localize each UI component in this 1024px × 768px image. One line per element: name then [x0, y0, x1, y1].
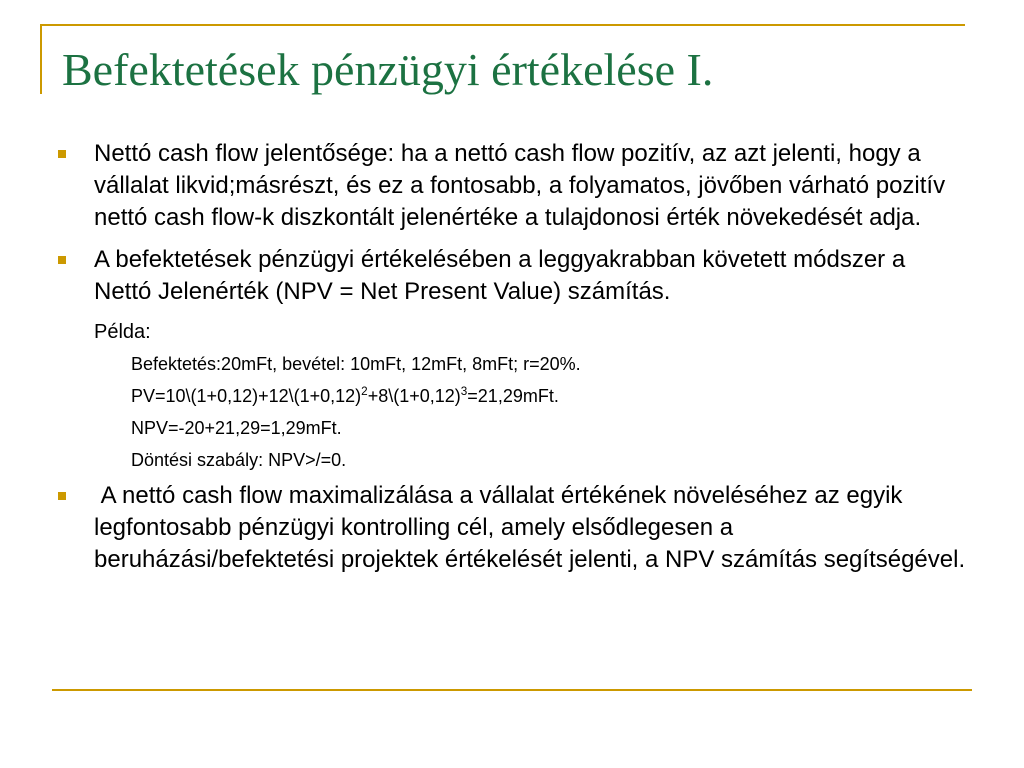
- example-investment: Befektetés:20mFt, bevétel: 10mFt, 12mFt, 8mFt; r=20%.: [131, 354, 581, 374]
- bullet-text: A nettó cash flow maximalizálása a vállalat értékének növeléséhez az egyik legfontosabb pénzügyi kontrolling cél, amely elsődlegesen a beruházási/befektetési projektek értékelését jelenti, a NPV számítás segítségével.: [94, 482, 966, 573]
- bottom-divider: [52, 689, 972, 691]
- decision-rule: Döntési szabály: NPV>/=0.: [131, 450, 347, 470]
- bullet-item: [56, 138, 966, 234]
- square-bullet-icon: [58, 150, 66, 158]
- slide-title: Befektetések pénzügyi értékelése I.: [62, 44, 714, 95]
- bullet-item: [56, 244, 966, 308]
- bullet-text: Nettó cash flow jelentősége: ha a nettó cash flow pozitív, az azt jelenti, hogy a vállalat likvid;másrészt, és ez a fontosabb, a folyamatos, jövőben várható pozitív nettó cash flow-k diszkontált jelenértéke a tulajdonosi érték növekedését adja.: [94, 140, 946, 231]
- square-bullet-icon: [58, 492, 66, 500]
- square-bullet-icon: [58, 256, 66, 264]
- example-pv-formula: $PV=10\backslash(1+0,12)+12\backslash(1+0,12)^2+8\backslash(1+0,12)^3=21,29mFt$.: [131, 385, 559, 406]
- bullet-item: [56, 480, 966, 576]
- example-npv: NPV=-20+21,29=1,29mFt.: [131, 418, 342, 438]
- left-frame-line: [40, 24, 42, 94]
- example-label: Példa:: [94, 321, 151, 343]
- slide-content: [56, 138, 966, 586]
- bullet-text: A befektetések pénzügyi értékelésében a leggyakrabban követett módszer a Nettó Jelenérték (NPV = Net Present Value) számítás.: [94, 246, 906, 305]
- top-frame-line: [40, 24, 965, 26]
